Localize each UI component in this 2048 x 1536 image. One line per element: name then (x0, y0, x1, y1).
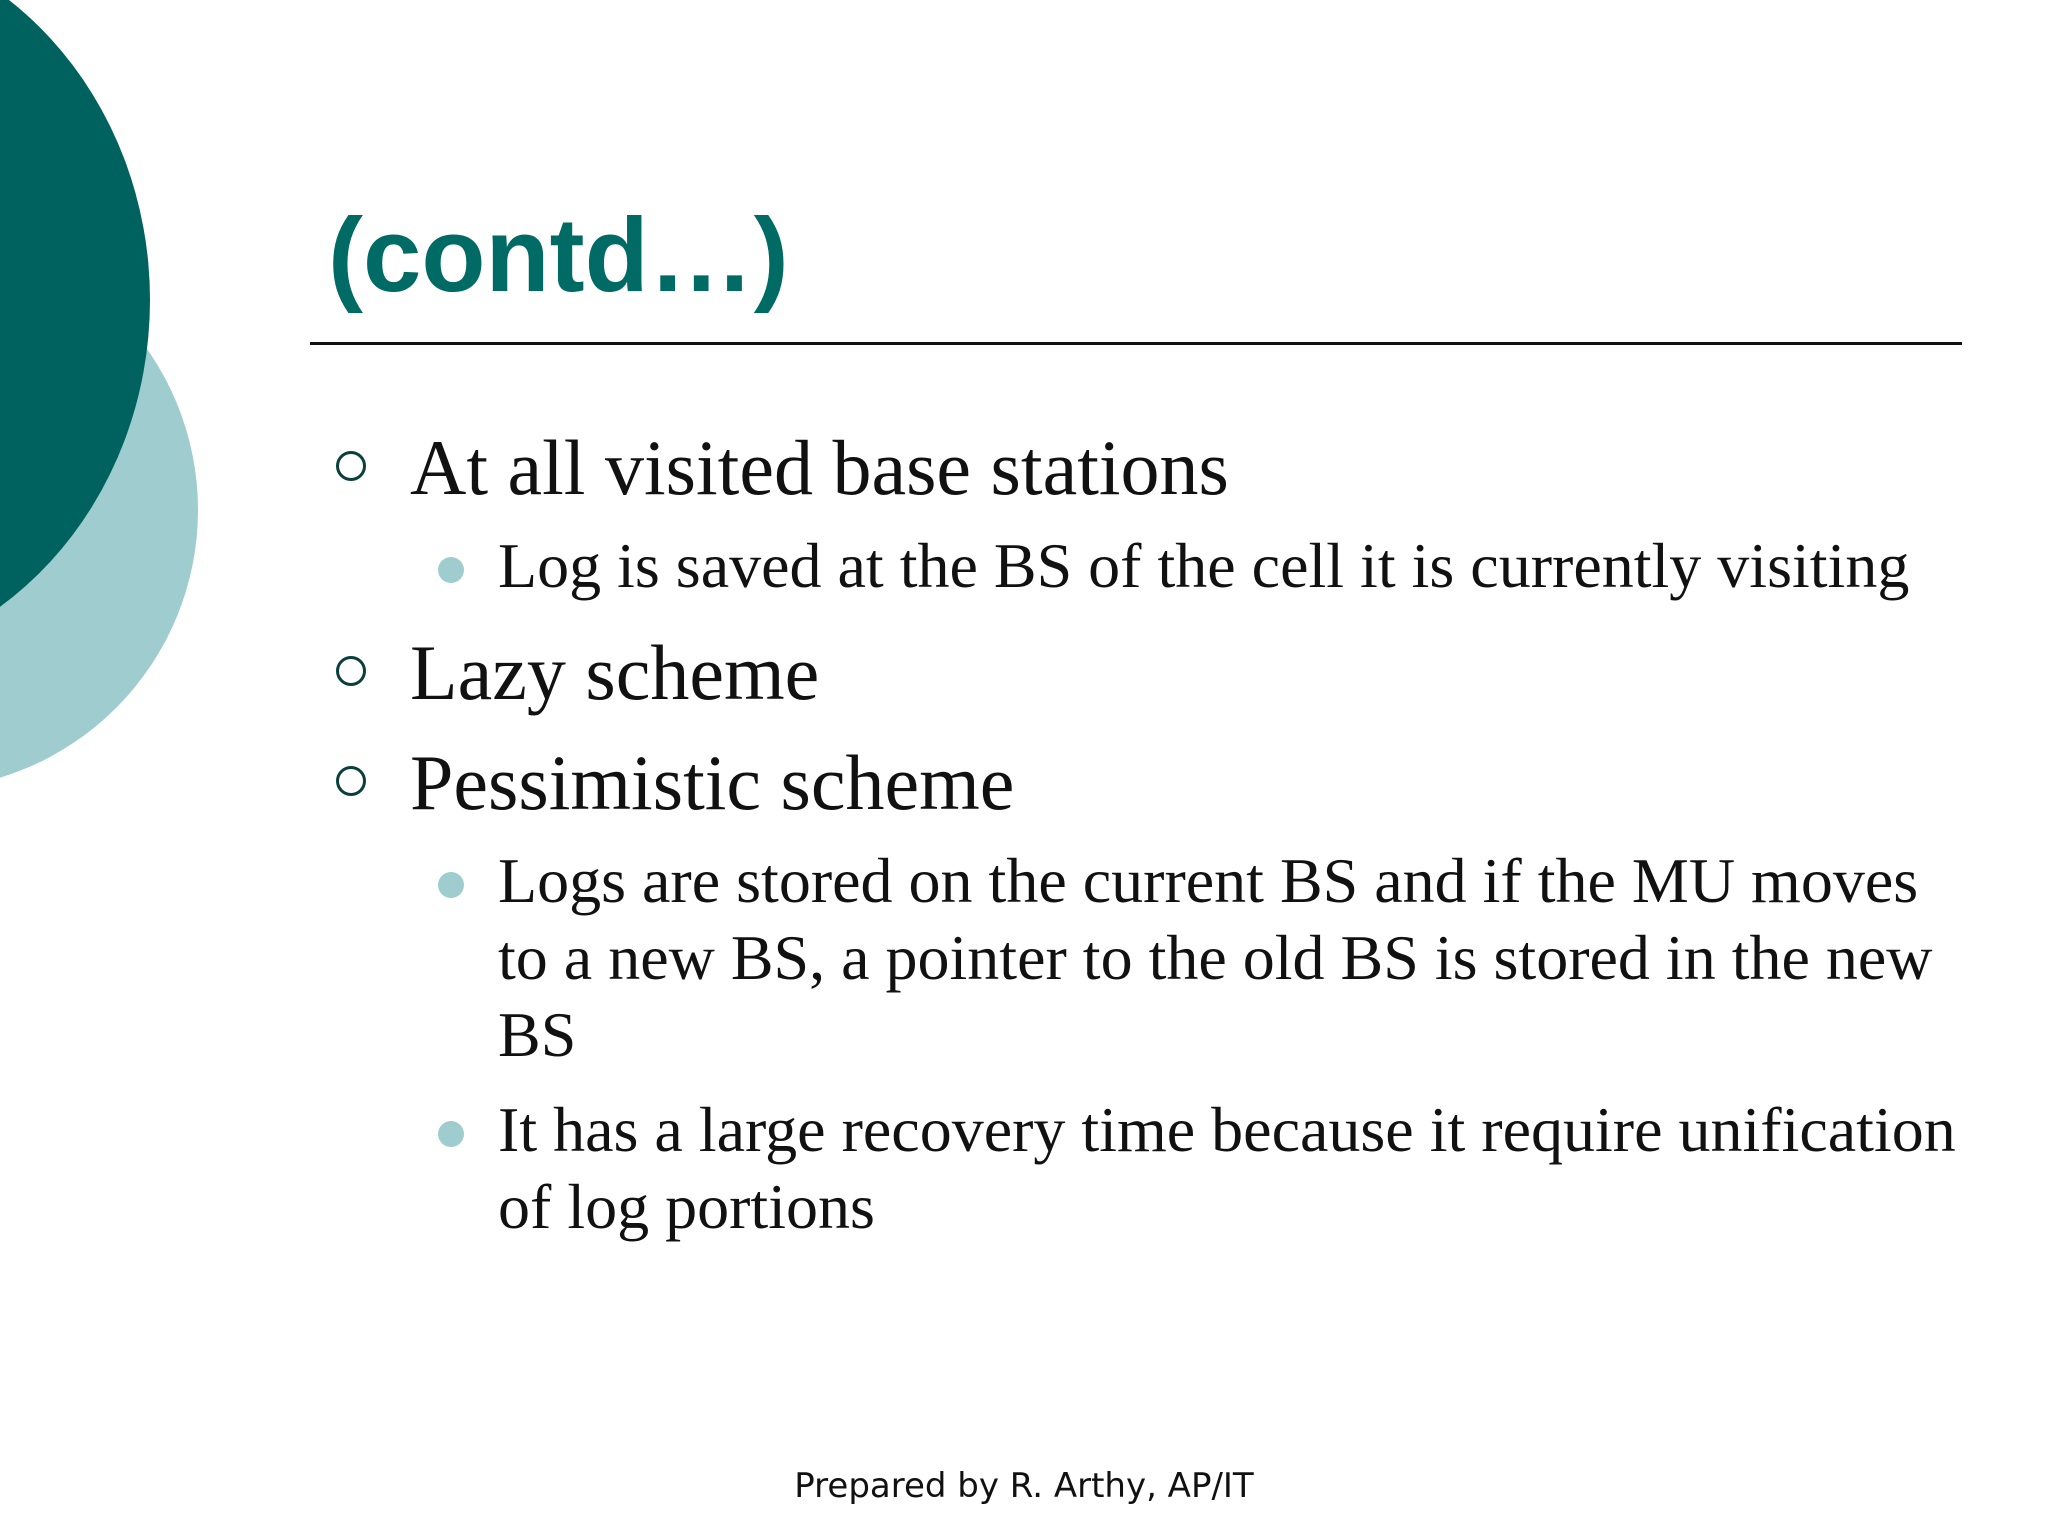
sub-bullet-text: Logs are stored on the current BS and if the MU moves to a new BS, a pointer to the old BS is stored in the new BS (498, 845, 1933, 1070)
hollow-circle-icon (336, 656, 366, 686)
slide-footer: Prepared by R. Arthy, AP/IT (794, 1466, 1254, 1506)
bullet-text: Lazy scheme (410, 629, 820, 716)
sub-bullet-item (330, 842, 1970, 1073)
title-divider (310, 342, 1962, 345)
sub-bullet-text: It has a large recovery time because it require unification of log portions (498, 1094, 1956, 1242)
slide-content (330, 425, 1970, 1271)
sub-bullet-text: Log is saved at the BS of the cell it is currently visiting (498, 530, 1910, 601)
bullet-text: Pessimistic scheme (410, 739, 1015, 826)
bullet-item (330, 740, 1970, 826)
bullet-item (330, 425, 1970, 511)
sub-bullet-item (330, 527, 1970, 604)
bullet-text: At all visited base stations (410, 424, 1229, 511)
slide-title: (contd…) (328, 197, 789, 314)
hollow-circle-icon (336, 766, 366, 796)
hollow-circle-icon (336, 451, 366, 481)
filled-dot-icon (438, 557, 464, 583)
filled-dot-icon (438, 872, 464, 898)
sub-bullet-item (330, 1091, 1970, 1245)
bullet-item (330, 630, 1970, 716)
filled-dot-icon (438, 1121, 464, 1147)
